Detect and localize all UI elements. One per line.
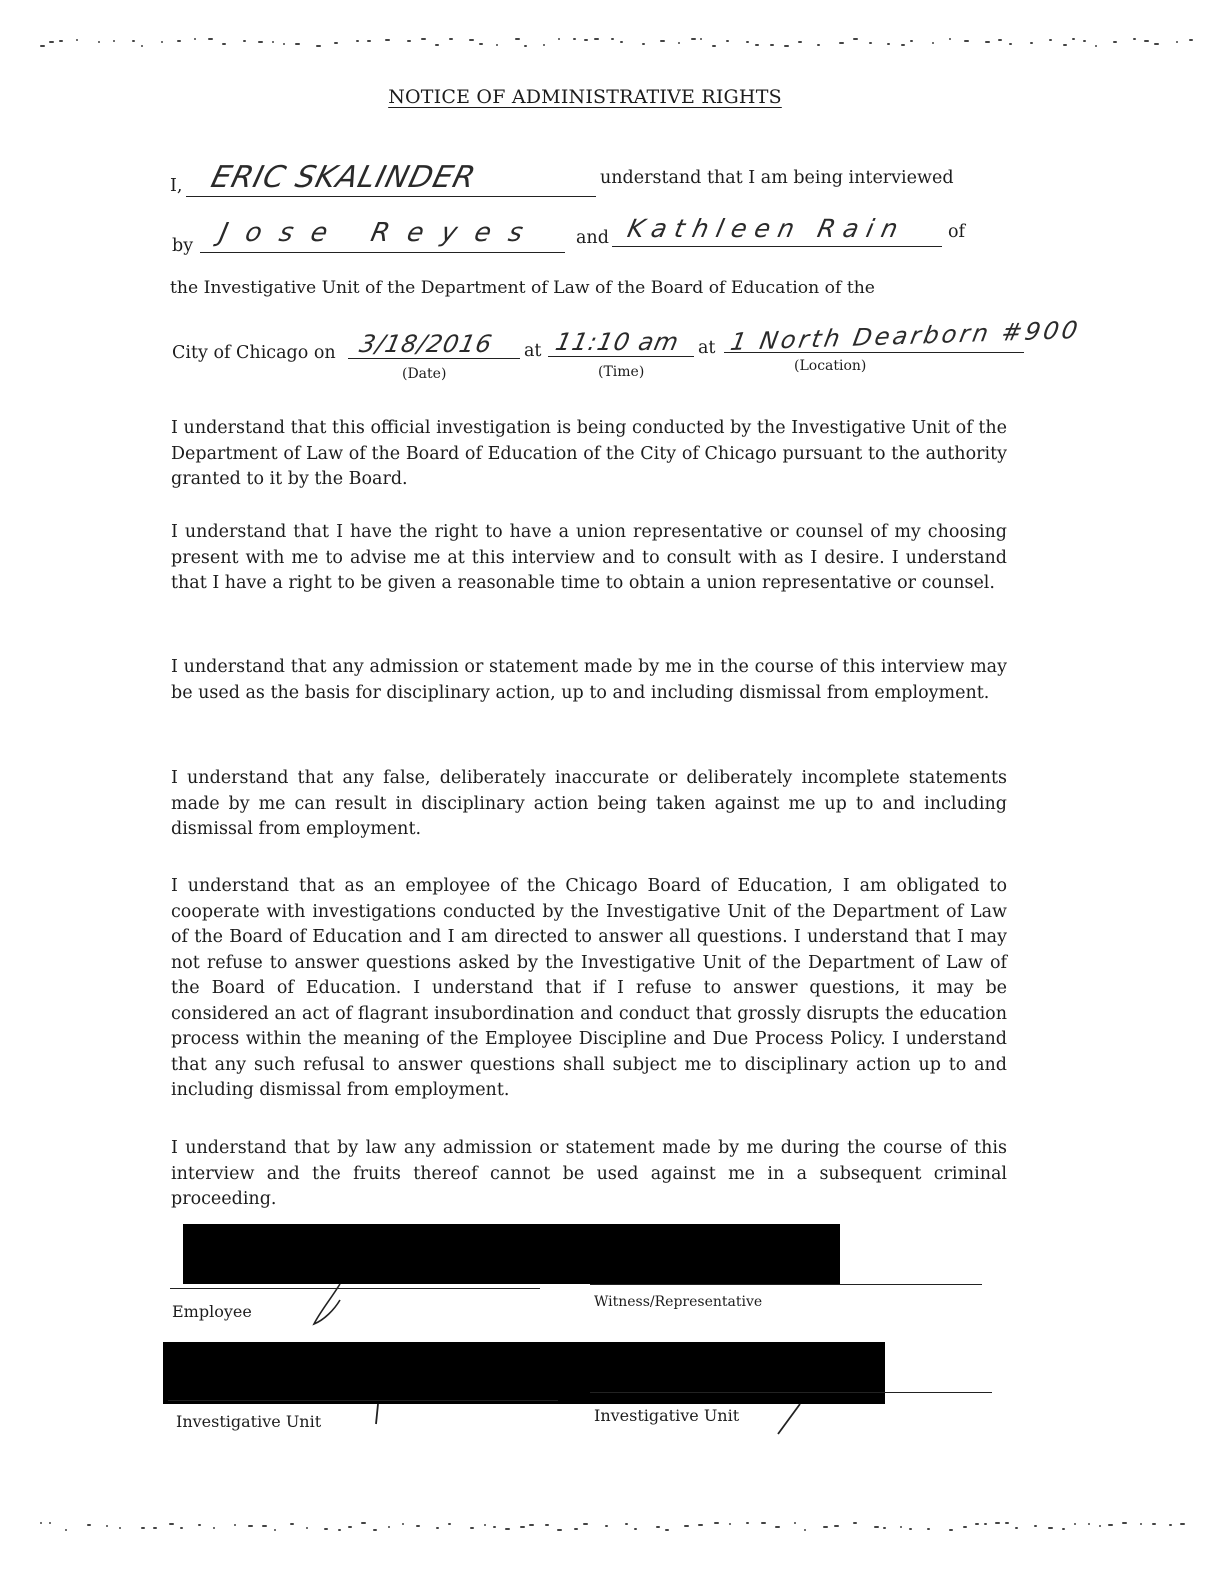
- scan-speck: [770, 44, 774, 46]
- scan-speck: [714, 1522, 719, 1524]
- scan-noise-bottom: [0, 1522, 1224, 1536]
- scan-speck: [1122, 1522, 1127, 1524]
- scan-speck: [194, 38, 196, 40]
- scan-speck: [40, 1522, 42, 1524]
- scan-speck: [448, 1523, 451, 1525]
- scan-speck: [1140, 1523, 1142, 1525]
- scan-speck: [141, 45, 143, 47]
- scan-speck: [515, 38, 520, 40]
- scan-speck: [784, 45, 789, 47]
- scan-speck: [1152, 1523, 1156, 1525]
- scan-speck: [161, 41, 163, 43]
- witness-label: Witness/Representative: [594, 1294, 763, 1310]
- scan-speck: [177, 40, 181, 42]
- scan-speck: [620, 41, 623, 43]
- scan-speck: [605, 1525, 608, 1527]
- interviewer-2-blank: [612, 246, 942, 247]
- scan-speck: [496, 44, 498, 46]
- scan-speck: [804, 1529, 806, 1531]
- scan-speck: [119, 1527, 121, 1529]
- scan-speck: [634, 1528, 637, 1530]
- intro-at-text-1: at: [524, 341, 542, 361]
- scan-speck: [823, 1526, 828, 1528]
- scan-speck: [208, 38, 213, 40]
- scan-speck: [545, 1524, 549, 1526]
- scan-speck: [910, 40, 913, 42]
- scan-speck: [726, 40, 729, 42]
- time-blank: [548, 356, 694, 357]
- scan-speck: [775, 1526, 780, 1528]
- interviewer-2-handwritten: Kathleen Rain: [624, 214, 909, 243]
- scan-speck: [198, 1524, 201, 1526]
- witness-signature-line: [590, 1284, 982, 1285]
- scan-speck: [853, 1522, 857, 1524]
- scan-speck: [949, 1529, 953, 1531]
- scan-speck: [449, 38, 453, 40]
- scan-speck: [1074, 1523, 1076, 1525]
- scan-speck: [557, 1529, 562, 1531]
- investigative-unit-label-1: Investigative Unit: [176, 1412, 322, 1431]
- scan-speck: [834, 1525, 839, 1527]
- scan-speck: [1072, 38, 1075, 40]
- paragraph-criminal-proceeding: I understand that by law any admission or statement made by me during the course of this interview and the fruits thereof cannot be used against me in a subsequent criminal proceeding.: [171, 1138, 1007, 1209]
- scan-speck: [869, 42, 872, 44]
- scan-speck: [49, 1522, 51, 1524]
- scan-speck: [798, 41, 802, 43]
- scan-speck: [963, 1526, 967, 1528]
- scan-speck: [642, 43, 645, 45]
- time-handwritten: 11:10 am: [553, 328, 682, 356]
- investigator-2-signature-line: [590, 1392, 992, 1393]
- scan-speck: [1009, 43, 1012, 45]
- scan-speck: [949, 38, 951, 40]
- scan-speck: [543, 44, 545, 46]
- employee-name-handwritten: ERIC SKALINDER: [207, 160, 480, 195]
- scan-speck: [901, 44, 905, 46]
- intro-and-text: and: [576, 228, 609, 248]
- scan-speck: [900, 1526, 902, 1528]
- scan-speck: [1176, 41, 1178, 43]
- interviewer-1-handwritten: Jose Reyes: [216, 218, 544, 248]
- scan-speck: [995, 1522, 1000, 1524]
- signature-scribble-3: [770, 1400, 810, 1450]
- scan-speck: [678, 42, 680, 44]
- scan-speck: [817, 44, 820, 46]
- intro-at-text-2: at: [698, 338, 716, 358]
- scan-speck: [1088, 1523, 1090, 1525]
- time-caption: (Time): [598, 364, 645, 380]
- scan-speck: [213, 1527, 215, 1529]
- scan-speck: [49, 41, 54, 43]
- date-blank: [348, 358, 520, 359]
- scan-speck: [660, 40, 665, 42]
- scan-speck: [243, 40, 246, 42]
- scan-speck: [436, 1527, 439, 1529]
- scan-speck: [283, 43, 285, 45]
- scan-speck: [367, 40, 371, 42]
- scan-speck: [853, 38, 858, 40]
- date-handwritten: 3/18/2016: [357, 330, 496, 358]
- signature-scribble-1: [300, 1280, 360, 1330]
- scan-speck: [1099, 1525, 1101, 1527]
- paragraph-admission-use: I understand that any admission or statement made by me in the course of this interview may be used as the basis for disciplinary action, up to and including dismissal from employment.: [171, 657, 1007, 703]
- scan-speck: [234, 1524, 236, 1526]
- scan-speck: [691, 38, 696, 40]
- scan-speck: [334, 42, 338, 44]
- scan-speck: [558, 38, 560, 40]
- scan-speck: [493, 1526, 496, 1528]
- scan-speck: [794, 1522, 796, 1524]
- paragraph-union-representation: I understand that I have the right to have a union representative or counsel of my choosing present with me to advise me at this interview and to consult with as I desire. I understand that I have a right to be given a reasonable time to obtain a union representative or counsel.: [171, 522, 1007, 593]
- scan-speck: [1030, 42, 1033, 44]
- scan-speck: [698, 1524, 703, 1526]
- paragraph-duty-to-cooperate: I understand that as an employee of the Chicago Board of Education, I am obligated to cooperate with investigations conducted by the Investigative Unit of the Department of Law of the Board of Education and I am directed to answer all questions. I understand that I may not refuse to answer questions asked by the Investigative Unit of the Department of Law of the Board of Education. I understand that if I refuse to answer questions, it may be considered an act of flagrant insubordination and conduct that grossly disrupts the education process within the meaning of the Employee Discipline and Due Process Policy. I understand that any such refusal to answer questions shall subject me to disciplinary action up to and including dismissal from employment.: [171, 876, 1007, 1100]
- scan-speck: [746, 1522, 749, 1524]
- scan-speck: [1154, 43, 1159, 45]
- scan-speck: [573, 38, 576, 40]
- scan-speck: [1063, 44, 1067, 46]
- scan-speck: [248, 1525, 253, 1527]
- scan-speck: [611, 38, 614, 40]
- scan-speck: [1108, 1524, 1113, 1526]
- scan-speck: [470, 1527, 474, 1529]
- scan-speck: [1062, 1528, 1065, 1530]
- scan-speck: [583, 1523, 588, 1525]
- scan-speck: [1095, 45, 1097, 47]
- redaction-bar-1: [183, 1224, 840, 1284]
- scan-speck: [984, 1523, 987, 1525]
- redaction-bar-2: [163, 1342, 885, 1404]
- scan-speck: [909, 1528, 912, 1530]
- scan-speck: [316, 45, 321, 47]
- scan-speck: [348, 1526, 352, 1528]
- scan-speck: [469, 39, 474, 41]
- scan-speck: [402, 1523, 404, 1525]
- scan-speck: [65, 1529, 67, 1531]
- scan-speck: [98, 41, 100, 43]
- scan-speck: [700, 38, 702, 40]
- scan-speck: [524, 45, 527, 47]
- scan-speck: [761, 1522, 766, 1524]
- scan-speck: [479, 43, 483, 45]
- scan-speck: [373, 1529, 377, 1531]
- scan-speck: [290, 1523, 294, 1525]
- scan-speck: [141, 1527, 145, 1529]
- scan-speck: [1034, 1525, 1037, 1527]
- scan-speck: [338, 1529, 341, 1531]
- scan-speck: [361, 1522, 366, 1524]
- scan-speck: [1083, 40, 1086, 42]
- intro-of-text: of: [948, 222, 966, 242]
- scan-speck: [258, 41, 263, 43]
- scan-speck: [59, 40, 63, 42]
- scan-speck: [295, 43, 300, 45]
- scan-speck: [274, 1529, 276, 1531]
- paragraph-investigation-authority: I understand that this official investigation is being conducted by the Investigative Unit of the Department of Law of the Board of Education of the City of Chicago pursuant to the authority granted to it by the Board.: [171, 418, 1007, 489]
- scan-speck: [520, 1526, 525, 1528]
- scan-noise-top: [0, 38, 1224, 52]
- intro-unit-line: the Investigative Unit of the Department of Law of the Board of Education of the: [170, 278, 875, 298]
- scan-speck: [87, 1524, 91, 1526]
- scan-speck: [574, 1528, 578, 1530]
- scan-speck: [1144, 40, 1149, 42]
- scan-speck: [407, 40, 411, 42]
- scan-speck: [1015, 1527, 1018, 1529]
- scan-speck: [416, 1525, 420, 1527]
- date-caption: (Date): [402, 366, 447, 382]
- scan-speck: [222, 43, 226, 45]
- scan-speck: [106, 1525, 108, 1527]
- scan-speck: [874, 1526, 879, 1528]
- scan-speck: [180, 1527, 183, 1529]
- scan-speck: [625, 1523, 628, 1525]
- intro-understand-text: understand that I am being interviewed: [600, 168, 954, 188]
- scan-speck: [729, 1523, 731, 1525]
- scan-speck: [76, 39, 78, 41]
- intro-city-on-text: City of Chicago on: [172, 343, 336, 363]
- scan-speck: [153, 1527, 157, 1529]
- scan-speck: [839, 42, 844, 44]
- scan-speck: [927, 1528, 930, 1530]
- document-title: NOTICE OF ADMINISTRATIVE RIGHTS: [388, 86, 782, 108]
- scan-speck: [584, 39, 588, 41]
- intro-prefix-i: I,: [170, 176, 183, 196]
- scan-speck: [746, 41, 749, 43]
- scan-speck: [356, 40, 359, 42]
- scan-speck: [385, 39, 390, 41]
- scan-speck: [975, 1523, 979, 1525]
- paragraph-false-statements: I understand that any false, deliberately inaccurate or deliberately incomplete statements made by me can result in disciplinary action being taken against me up to and including dismissal from employment.: [171, 768, 1007, 839]
- interviewer-1-blank: [200, 252, 565, 253]
- scan-speck: [964, 40, 969, 42]
- scan-speck: [132, 40, 135, 42]
- scan-speck: [985, 41, 990, 43]
- scan-speck: [435, 44, 439, 46]
- scan-speck: [484, 1524, 486, 1526]
- location-caption: (Location): [794, 358, 867, 374]
- employee-name-blank: [186, 196, 596, 197]
- scan-speck: [932, 42, 934, 44]
- scan-speck: [1049, 39, 1052, 41]
- scan-speck: [1180, 1523, 1185, 1525]
- scan-speck: [1113, 41, 1117, 43]
- scan-speck: [1133, 38, 1136, 40]
- scan-speck: [594, 38, 599, 40]
- investigative-unit-label-2: Investigative Unit: [594, 1406, 740, 1425]
- scan-speck: [887, 43, 890, 45]
- scan-speck: [324, 1528, 328, 1530]
- scan-speck: [505, 1528, 510, 1530]
- scan-speck: [1189, 39, 1193, 41]
- intro-by-text: by: [172, 236, 194, 256]
- scan-speck: [272, 41, 274, 43]
- scan-speck: [684, 1525, 689, 1527]
- scan-speck: [169, 1523, 174, 1525]
- location-handwritten: 1 North Dearborn #900: [728, 315, 1083, 357]
- scan-speck: [262, 1525, 267, 1527]
- scan-speck: [1169, 1524, 1172, 1526]
- scan-speck: [40, 45, 45, 47]
- scan-speck: [1048, 1527, 1053, 1529]
- signature-scribble-2: [360, 1400, 400, 1450]
- scan-speck: [665, 1529, 669, 1531]
- scan-speck: [529, 1524, 534, 1526]
- scan-speck: [883, 1527, 886, 1529]
- scan-speck: [1005, 1522, 1009, 1524]
- scan-speck: [306, 1527, 308, 1529]
- scan-speck: [712, 45, 716, 47]
- scan-speck: [388, 1526, 390, 1528]
- scan-speck: [656, 1526, 660, 1528]
- scan-speck: [421, 38, 426, 40]
- employee-label: Employee: [172, 1302, 252, 1321]
- scan-speck: [113, 40, 115, 42]
- scan-speck: [998, 39, 1002, 41]
- scan-speck: [755, 44, 759, 46]
